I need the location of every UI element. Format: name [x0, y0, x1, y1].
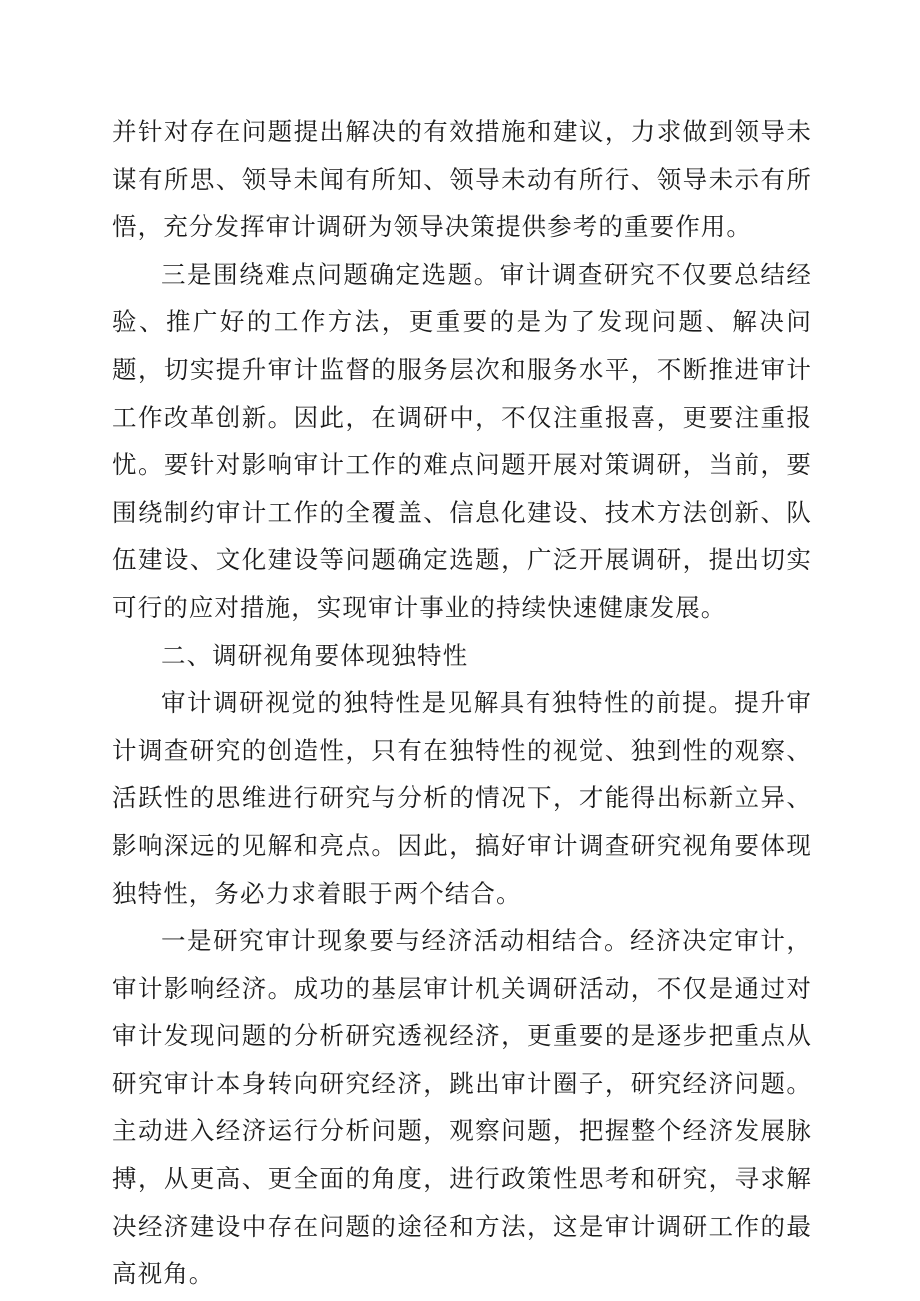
paragraph-continuation: 并针对存在问题提出解决的有效措施和建议，力求做到领导未谋有所思、领导未闻有所知、领导未动有所行、领导未示有所悟，充分发挥审计调研为领导决策提供参考的重要作用。	[112, 117, 812, 242]
section-heading: 二、调研视角要体现独特性	[161, 640, 469, 670]
paragraph-difficult-issues: 三是围绕难点问题确定选题。审计调查研究不仅要总结经验、推广好的工作方法，更重要的是为了发现问题、解决问题，切实提升审计监督的服务层次和服务水平，不断推进审计工作改革创新。因此，在调研中，不仅注重报喜，更要注重报忧。要针对影响审计工作的难点问题开展对策调研，当前，要围绕制约审计工作的全覆盖、信息化建设、技术方法创新、队伍建设、文化建设等问题确定选题，广泛开展调研，提出切实可行的应对措施，实现审计事业的持续快速健康发展。	[112, 259, 812, 622]
paragraph-audit-economy: 一是研究审计现象要与经济活动相结合。经济决定审计，审计影响经济。成功的基层审计机关调研活动，不仅是通过对审计发现问题的分析研究透视经济，更重要的是逐步把重点从研究审计本身转向研究经济，跳出审计圈子，研究经济问题。主动进入经济运行分析问题，观察问题，把握整个经济发展脉搏，从更高、更全面的角度，进行政策性思考和研究，寻求解决经济建设中存在问题的途径和方法，这是审计调研工作的最高视角。	[112, 926, 812, 1289]
paragraph-unique-perspective: 审计调研视觉的独特性是见解具有独特性的前提。提升审计调查研究的创造性，只有在独特性的视觉、独到性的观察、活跃性的思维进行研究与分析的情况下，才能得出标新立异、影响深远的见解和亮点。因此，搞好审计调查研究视角要体现独特性，务必力求着眼于两个结合。	[112, 688, 812, 908]
document-body	[112, 108, 812, 1298]
